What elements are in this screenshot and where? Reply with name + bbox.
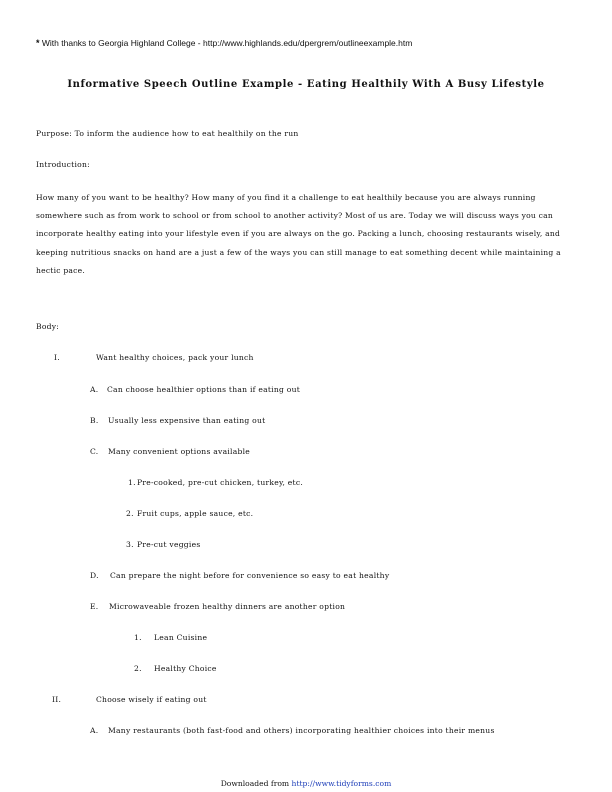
outline-number: I. (54, 353, 60, 362)
outline-item: Microwaveable frozen healthy dinners are another option (109, 602, 346, 611)
outline-item: Pre-cut veggies (137, 540, 201, 549)
credit-text: With thanks to Georgia Highland College - http://www.highlands.edu/dpergrem/outlineexample.htm (41, 38, 413, 48)
credit-marker: * (36, 38, 40, 48)
outline-number: A. (90, 726, 99, 735)
outline-number: 3. (126, 540, 134, 549)
footer (0, 779, 612, 788)
outline-item: Pre-cooked, pre-cut chicken, turkey, etc. (137, 478, 304, 487)
outline-item: Healthy Choice (154, 664, 217, 673)
outline-item: Many restaurants (both fast-food and others) incorporating healthier choices into their menus (108, 726, 495, 735)
purpose-line: Purpose: To inform the audience how to eat healthily on the run (36, 129, 299, 138)
outline-item: Fruit cups, apple sauce, etc. (137, 509, 254, 518)
footer-link[interactable]: http://www.tidyforms.com (291, 779, 392, 788)
outline-number: 2. (134, 664, 142, 673)
outline-number: A. (90, 385, 99, 394)
outline-item: Lean Cuisine (154, 633, 208, 642)
outline-number: 1. (134, 633, 142, 642)
outline-number: 1. (128, 478, 136, 487)
document-title: Informative Speech Outline Example - Eating Healthily With A Busy Lifestyle (67, 79, 545, 90)
outline-number: D. (90, 571, 99, 580)
outline-item: Can prepare the night before for convenience so easy to eat healthy (110, 571, 390, 580)
outline-item: Usually less expensive than eating out (108, 416, 266, 425)
body-heading: Body: (36, 322, 60, 331)
outline-number: E. (90, 602, 99, 611)
outline-number: B. (90, 416, 99, 425)
outline-number: C. (90, 447, 99, 456)
outline-item: Want healthy choices, pack your lunch (96, 353, 254, 362)
outline-number: 2. (126, 509, 134, 518)
outline-item: Can choose healthier options than if eating out (107, 385, 301, 394)
introduction-paragraph: How many of you want to be healthy? How many of you find it a challenge to eat healthily because you are always running somewhere such as from work to school or from school to another activity? Most of us are. Today we will discuss ways you can incorporate healthy eating into your lifestyle even if you are always on the go. Packing a lunch, choosing restaurants wisely, and keeping nutritious snacks on hand are a just a few of the ways you can still manage to eat something decent while maintaining a hectic pace. (36, 193, 561, 275)
introduction-heading: Introduction: (36, 160, 90, 169)
footer-prefix: Downloaded from (220, 779, 290, 788)
outline-number: II. (52, 695, 62, 704)
credit-line (36, 38, 412, 48)
outline-item: Many convenient options available (108, 447, 251, 456)
outline-item: Choose wisely if eating out (96, 695, 207, 704)
